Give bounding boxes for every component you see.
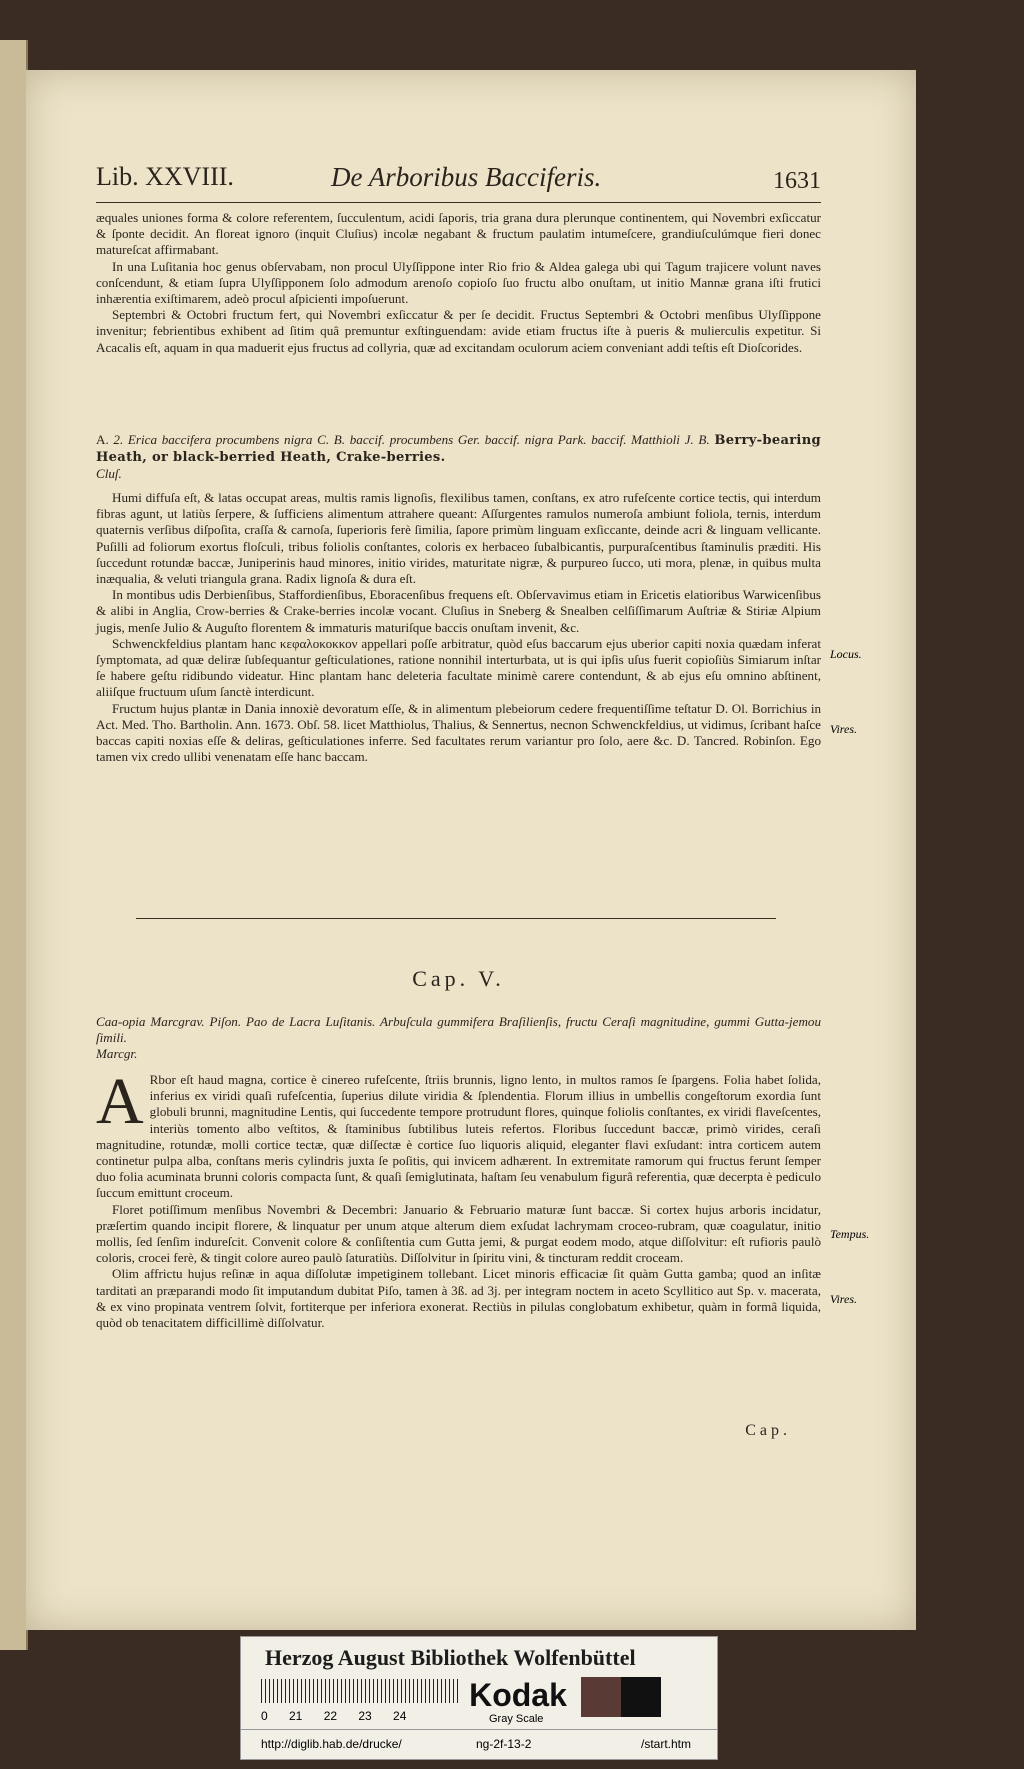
card-start: /start.htm — [641, 1737, 692, 1751]
margin-note-vires: Vires. — [830, 722, 857, 736]
paragraph — [96, 1065, 821, 1202]
paragraph: Septembri & Octobri fructum fert, qui Novembri exſiccatur & per ſe decidit. Fructus Septembri & Octobri menſibus Ulyſſippone invenitur; febrientibus exhibent ad ſitim quâ premuntur exſtinguendam: avide etiam fructus iſte à pueris & mulierculis expetitur. Si Acacalis eſt, aquam in qua maduerit ejus fructus ad collyria, quæ ad excitandam oculorum aciem conveniant addi teſtis eſt Dioſcorides. — [96, 307, 821, 355]
paragraph: Olim affrictu hujus reſinæ in aqua diſſolutæ impetiginem tollebant. Licet minoris efficaciæ ſit quàm Gutta gamba; quod an inſitæ tarditati an præparandi modo ſit imputandum dubitat Piſo, tamen à 3ß. ad 3j. per integram noctem in aceto Scyllitico aut Sp. v. macerata, & ex vino propinata ventrem ſolvit, fortiterque per inferiora exonerat. Rectiùs in pilulas conglobatum exhibetur, quàm in formâ liquida, quòd ob tenacitatem difficillimè diſſolvatur. — [96, 1266, 821, 1331]
color-patch — [621, 1677, 661, 1717]
scale-ruler — [261, 1679, 461, 1703]
page-title: De Arboribus Bacciferis. — [331, 162, 602, 192]
catchword: Cap. — [745, 1422, 791, 1439]
kodak-color-card — [240, 1636, 718, 1760]
heading-author: Cluſ. — [96, 466, 122, 482]
heading-author: Marcgr. — [96, 1046, 138, 1062]
paragraph: Fructum hujus plantæ in Dania innoxiè devoratum eſſe, & in alimentum plebeiorum cedere frequentiſſime teſtatur D. Ol. Borrichius in Act. Med. Tho. Bartholin. Ann. 1673. Obſ. 58. licet Matthiolus, Thalius, & Sennertus, necnon Schwenckfeldius, ut vidimus, ſcribant haſce baccas capiti noxias eſſe & deliras, geſticulationes inferre. Sed facultates rerum variantur pro ſolo, aere &c. D. Tancred. Robinſon. Ego tamen vix credo ullibi venenatam eſſe hanc baccam. — [96, 700, 821, 765]
section-rule — [136, 918, 776, 919]
paragraph: In una Luſitania hoc genus obſervabam, non procul Ulyſſippone inter Rio frio & Aldea galega ubi qui Tagum trajicere volunt naves conſcendunt, & etiam ſupra Ulyſſipponem ſolo admodum arenoſo copioſo ſuo fructu albo onuſtam, ut initio Mannæ grana iſti frutici inhærentia exiſtimarem, adeò procul aſpicienti impoſuerunt. — [96, 258, 821, 307]
text-block-2 — [96, 490, 821, 765]
species-heading-2 — [96, 432, 821, 483]
heading-english-names: Berry-bearing Heath, or black-berried Heath, Crake-berries. — [96, 433, 821, 466]
book-page — [26, 70, 916, 1630]
paragraph: In montibus udis Derbienſibus, Staffordienſibus, Eboracenſibus frequens eſt. Obſervavimus etiam in Ericetis elatioribus Warwicenſibus & alibi in Anglia, Crow-berries & Crake-berries incolæ vocant. Cluſius in Sneberg & Snealben celſiſſimarum Auſtriæ & Stiriæ Alpium jugis, menſe Julio & Auguſto florentem & immaturis maturiſque baccis onuſtam invenit, &c. — [96, 587, 821, 635]
chapter-heading: Cap. V. — [412, 966, 505, 991]
text-block-1 — [96, 210, 821, 356]
kodak-logo: Kodak — [463, 1677, 573, 1713]
header-rule — [96, 202, 821, 203]
gray-scale-label: Gray Scale — [489, 1713, 544, 1725]
heading-latin — [96, 432, 821, 466]
drop-cap: A — [96, 1065, 144, 1138]
library-name: Herzog August Bibliothek Wolfenbüttel — [265, 1645, 636, 1670]
heading-letter: A. — [96, 432, 109, 447]
card-url: http://diglib.hab.de/drucke/ — [261, 1737, 402, 1751]
page-number: 1631 — [773, 168, 821, 194]
paragraph-text: Rbor eſt haud magna, cortice è cinereo rufeſcente, ſtriis brunnis, ligno lento, in multos ramos ſe ſpargens. Folia habet ſolida, inferius ex viridi quaſi rufeſcentia, ſuperius dilute viridia & ſplendentia. Florum illius in umbellis congeſtorum exordia ſunt globuli brunni, magnitudine Lentis, qui ſuccedente tempore protrudunt flores, quinque foliolis conſtantes, ex viridi flaveſcentes, interiùs tomento albo veſtitos, & ſtaminibus ſubtilibus luteis refertos. Floribus ſuccedunt baccæ, primò virides, ceraſi magnitudine, rotundæ, molli cortice tectæ, quæ diſſectæ è cortice ſuo liquoris aliquid, eleganter flavi exſudant: intra corticem autem continetur pulpa alba, conſtans meris cylindris juxta ſe poſitis, qui invicem adhærent. In extremitate ramorum qui fructus ferunt ſemper duo folia acuminata brunni coloris compacta ſunt, & quaſi ſemiglutinata, haſtam ſeu venabulum figurâ referentia, quæ decerpta è pediculo ſuccum emittunt croceum. — [96, 1072, 821, 1201]
color-patch — [581, 1677, 621, 1717]
scale-numbers: 0 21 22 23 24 — [261, 1709, 407, 1723]
heading-latin: Caa-opia Marcgrav. Piſon. Pao de Lacra Luſitanis. Arbuſcula gummifera Braſilienſis, fructu Ceraſi magnitudine, gummi Gutta-jemou ſimili. — [96, 1014, 821, 1046]
book-spine — [0, 40, 28, 1650]
book-number: Lib. XXVIII. — [96, 162, 234, 191]
paragraph: Humi diffuſa eſt, & latas occupat areas, multis ramis lignoſis, flexilibus tamen, conſtans, ex atro rufeſcente cortice tectis, qui interdum fibras agunt, ut latiùs ſerpere, & ſufficiens alimentum attrahere queant: Aſſurgentes ramulos numeroſa ambiunt foliola, ternis, interdum quaternis verſibus diſpoſita, craſſa & carnoſa, ſuperioris ferè ſimilia, ſapore primùm linguam exſiccante, deinde acri & linguam vellicante. Puſilli ad foliorum exortus floſculi, tribus foliolis conſtantes, coloris ex herbaceo ſubalbicantis, purpuraſcentibus ſtaminulis præditi. His ſuccedunt rotundæ baccæ, Juniperinis haud minores, initio virides, maturitate nigræ, & purpureo ſucco, uti mora, plenæ, in quibus multa inæqualia, & veluti triangula grana. Radix lignoſa & dura eſt. — [96, 490, 821, 587]
text-block-3 — [96, 1065, 821, 1331]
species-heading-3 — [96, 1014, 821, 1063]
paragraph: æquales uniones forma & colore referentem, ſucculentum, acidi ſaporis, tria grana dura plerunque continentem, qui Novembri exſiccatur & ſponte decidit. An floreat ignoro (inquit Cluſius) incolæ negabant & fructum paulatim intumeſcere, grandiuſculúmque fieri donec matureſcat affirmabant. — [96, 210, 821, 258]
running-head — [96, 162, 821, 202]
margin-note-locus: Locus. — [830, 647, 862, 661]
heading-latin-names: 2. Erica baccifera procumbens nigra C. B. baccif. procumbens Ger. baccif. nigra Park. baccif. Matthioli J. B. — [113, 432, 710, 447]
margin-note-tempus: Tempus. — [830, 1227, 870, 1241]
paragraph: Schwenckfeldius plantam hanc κεφαλοκοκκον appellari poſſe arbitratur, quòd eſus baccarum ejus uberior capiti noxia quædam inferat ſymptomata, ad quæ deliræ ſubſequantur geſticulationes, ratione nonnihil interturbata, ut is qui ipſis uſus fuerit copioſiùs Simiarum inſtar ſe habere geſtu ridibundo videatur. Hinc plantam hanc deleteria facultate minimè carere contendunt, & ab ejus eſu omnino abſtinent, aliiſque fructuum uſum ſanctè interdicunt. — [96, 635, 821, 700]
card-footer — [241, 1729, 717, 1758]
margin-note-vires: Vires. — [830, 1292, 857, 1306]
paragraph: Floret potiſſimum menſibus Novembri & Decembri: Januario & Februario maturæ ſunt baccæ. Si cortex hujus arboris incidatur, præſertim quando incipit florere, & linquatur per unum atque alterum diem exſudat lachrymam croceo-rubram, quæ coagulatur, initio mollis, ſed ſenſim indureſcit. Convenit colore & conſiſtentia cum Gutta jemi, & purgat eodem modo, atque diſſolvitur: eſt rufioris paulò coloris, crocei ferè, & tingit colore aureo paulò ſaturatiùs. Diſſolvitur in ſpiritu vini, & tincturam reddit croceam. — [96, 1201, 821, 1266]
card-shelfmark: ng-2f-13-2 — [476, 1737, 532, 1751]
